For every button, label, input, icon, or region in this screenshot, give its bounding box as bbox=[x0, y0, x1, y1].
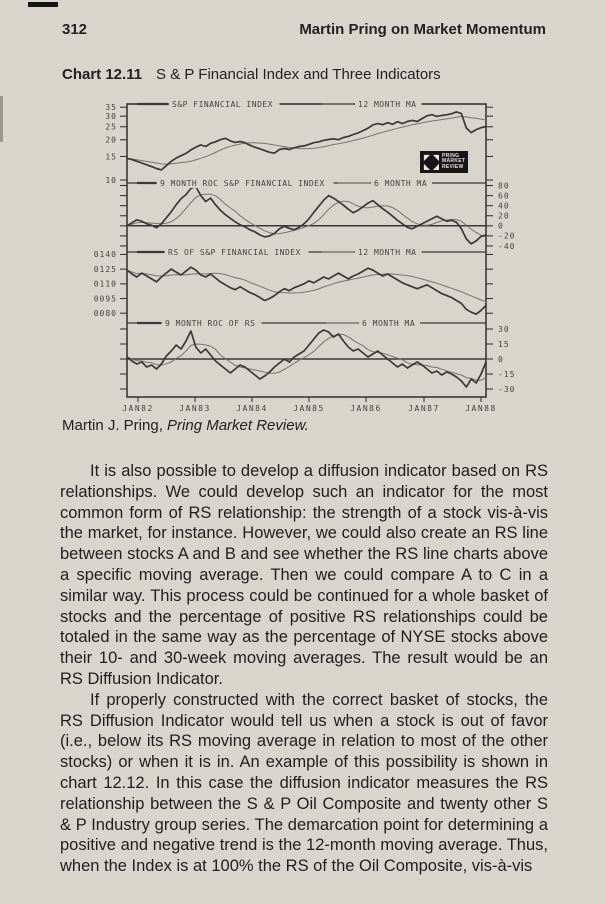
page-header bbox=[62, 21, 546, 38]
pring-market-review-logo bbox=[420, 151, 468, 173]
svg-text:35: 35 bbox=[105, 103, 117, 113]
svg-text:12 MONTH MA: 12 MONTH MA bbox=[358, 247, 417, 257]
svg-text:0: 0 bbox=[498, 221, 504, 231]
attribution-source: Pring Market Review. bbox=[167, 417, 309, 434]
body-text bbox=[60, 461, 548, 877]
svg-text:25: 25 bbox=[105, 122, 117, 132]
nw-triangle-icon: ◤ bbox=[423, 152, 431, 162]
svg-text:-20: -20 bbox=[498, 231, 516, 241]
sw-triangle-icon: ◣ bbox=[423, 161, 431, 171]
svg-text:0110: 0110 bbox=[93, 279, 117, 289]
svg-text:JAN84: JAN84 bbox=[236, 404, 268, 413]
svg-text:9 MONTH ROC S&P FINANCIAL INDE: 9 MONTH ROC S&P FINANCIAL INDEX bbox=[160, 178, 325, 188]
svg-text:0125: 0125 bbox=[93, 264, 117, 274]
chart-caption-label: Chart 12.11 bbox=[62, 66, 143, 83]
svg-text:10: 10 bbox=[105, 175, 117, 185]
svg-text:JAN87: JAN87 bbox=[408, 404, 440, 413]
svg-text:JAN85: JAN85 bbox=[293, 404, 325, 413]
svg-text:-40: -40 bbox=[498, 241, 516, 251]
paragraph-1: It is also possible to develop a diffusion indicator based on RS relationships. We could develop such an indicator for the most common form of RS relationship: the strength of a stock vis-à-vis the market, for instance. However, we could also create an RS line between stocks A and B and see whether the RS line charts above a specific moving average. Then we could compare A to C in a similar way. This process could be continued for a whole basket of stocks and the percentage of positive RS relationships could be totaled in the same way as the percentage of NYSE stocks above their 10- and 30-week moving averages. The result would be an RS Diffusion Indicator. bbox=[60, 462, 548, 688]
svg-text:20: 20 bbox=[105, 135, 117, 145]
svg-text:-30: -30 bbox=[498, 384, 516, 394]
logo-arrows-icon bbox=[423, 154, 440, 171]
chart-caption-title: S & P Financial Index and Three Indicators bbox=[156, 66, 441, 83]
svg-text:40: 40 bbox=[498, 201, 510, 211]
se-triangle-icon: ◢ bbox=[432, 161, 440, 171]
svg-text:JAN82: JAN82 bbox=[122, 404, 154, 413]
svg-text:-15: -15 bbox=[498, 369, 516, 379]
chart-12-11 bbox=[85, 95, 545, 415]
svg-text:JAN86: JAN86 bbox=[350, 404, 382, 413]
scan-edge-smudge bbox=[0, 96, 3, 142]
running-title: Martin Pring on Market Momentum bbox=[299, 21, 546, 38]
svg-text:12 MONTH MA: 12 MONTH MA bbox=[358, 99, 417, 109]
page-number: 312 bbox=[62, 21, 88, 38]
svg-text:0095: 0095 bbox=[93, 294, 117, 304]
logo-wordmark: PRING MARKET REVIEW bbox=[442, 152, 466, 170]
svg-text:S&P FINANCIAL INDEX: S&P FINANCIAL INDEX bbox=[172, 99, 274, 109]
svg-text:RS OF S&P FINANCIAL INDEX: RS OF S&P FINANCIAL INDEX bbox=[168, 247, 301, 257]
svg-text:60: 60 bbox=[498, 191, 510, 201]
svg-text:20: 20 bbox=[498, 211, 510, 221]
svg-text:15: 15 bbox=[105, 152, 117, 162]
attribution-author: Martin J. Pring, bbox=[62, 417, 168, 434]
svg-text:30: 30 bbox=[498, 324, 510, 334]
svg-text:30: 30 bbox=[105, 111, 117, 121]
svg-text:6 MONTH MA: 6 MONTH MA bbox=[374, 178, 428, 188]
chart-attribution bbox=[62, 417, 309, 434]
paragraph-2: If properly constructed with the correct basket of stocks, the RS Diffusion Indicator would tell us when a stock is out of favor (i.e., below its RS moving average in relation to most of the other stocks) or when it is in. An example of this possibility is shown in chart 12.12. In this case the diffusion indicator measures the RS relationship between the S & P Oil Composite and twenty other S & P Industry group series. The demarcation point for determining a positive and negative trend is the 12-month moving average. Thus, when the Index is at 100% the RS of the Oil Composite, vis-à-vis bbox=[60, 690, 548, 876]
svg-text:80: 80 bbox=[498, 181, 510, 191]
svg-text:6 MONTH MA: 6 MONTH MA bbox=[362, 318, 416, 328]
svg-text:0: 0 bbox=[498, 354, 504, 364]
svg-text:JAN83: JAN83 bbox=[179, 404, 211, 413]
svg-text:0140: 0140 bbox=[93, 250, 117, 260]
ne-triangle-icon: ◥ bbox=[432, 152, 440, 162]
svg-text:9 MONTH ROC OF RS: 9 MONTH ROC OF RS bbox=[165, 318, 256, 328]
chart-caption bbox=[62, 66, 441, 83]
scan-artifact-mark bbox=[28, 2, 58, 7]
svg-text:15: 15 bbox=[498, 339, 510, 349]
svg-text:0080: 0080 bbox=[93, 309, 117, 319]
svg-text:JAN88: JAN88 bbox=[465, 404, 497, 413]
